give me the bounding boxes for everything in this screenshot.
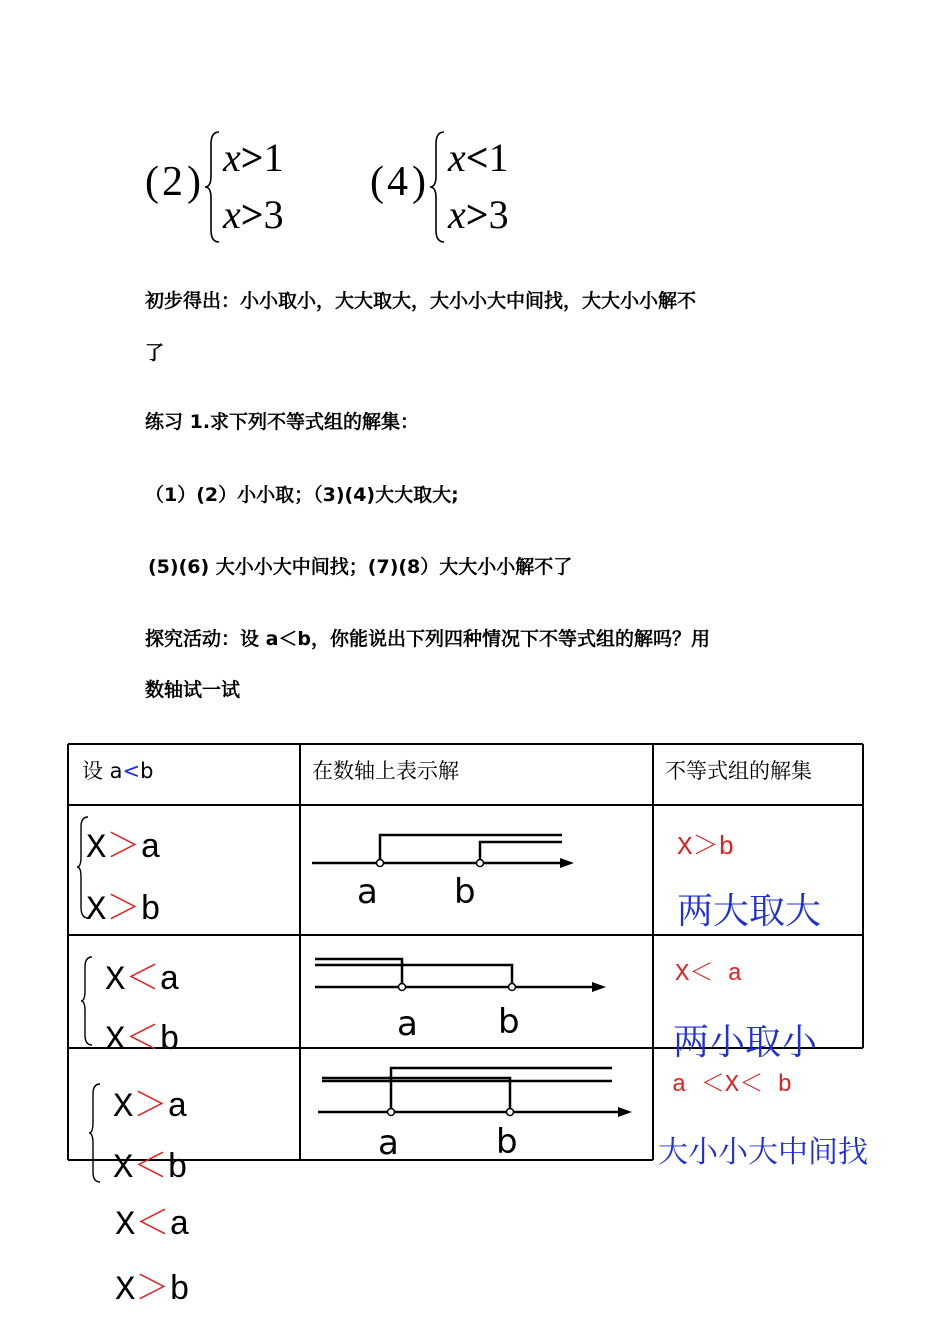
less-than-symbol: ＜: [133, 1150, 168, 1188]
operator: >: [240, 135, 264, 180]
value: b: [167, 1150, 188, 1188]
value: a: [140, 830, 161, 868]
value: a: [167, 1089, 188, 1127]
row2-axis-label-a: a: [397, 1004, 418, 1044]
less-than-symbol: ＜: [125, 962, 160, 1000]
example-number: 4: [387, 159, 408, 205]
explore-line-1: 探究活动：设 a＜b，你能说出下列四种情况下不等式组的解吗？用: [145, 628, 711, 650]
paren-open: (: [145, 159, 159, 205]
less-than-symbol: <: [122, 759, 141, 783]
variable: x: [448, 135, 466, 180]
row3-inequality-1: [113, 1077, 188, 1127]
header-condition: [82, 755, 154, 785]
exercise-title: 练习 1.求下列不等式组的解集：: [145, 411, 420, 433]
operator: >: [465, 192, 489, 237]
value: b: [159, 1022, 180, 1060]
variable: X: [86, 830, 107, 868]
row3-axis-label-a: a: [378, 1123, 399, 1163]
row1-axis-label-b: b: [454, 872, 476, 912]
header-text: b: [140, 759, 154, 783]
value: a: [159, 962, 180, 1000]
value: b: [169, 1272, 190, 1310]
variable: X: [105, 962, 126, 1000]
answer-line-1: （1）(2）小小取；（3)(4)大大取大;: [145, 484, 459, 506]
header-solution-set: 不等式组的解集: [665, 759, 812, 783]
row3-number-line: [300, 1048, 653, 1160]
conclusion-line-1: 初步得出：小小取小，大大取大，大小小大中间找，大大小小解不: [145, 290, 697, 312]
value: 1: [263, 135, 284, 180]
answer-line-2: (5)(6) 大小小大中间找；(7)(8）大大小小解不了: [148, 556, 573, 578]
variable: x: [448, 192, 466, 237]
value: 3: [263, 192, 284, 237]
variable: x: [223, 135, 241, 180]
less-than-symbol: ＜: [135, 1207, 170, 1245]
overflow-inequality-2: [115, 1260, 190, 1310]
greater-than-symbol: ＞: [106, 892, 141, 930]
row2-number-line: [300, 935, 653, 1048]
operator: <: [465, 135, 489, 180]
variable: X: [105, 1022, 126, 1060]
greater-than-symbol: ＞: [133, 1089, 168, 1127]
greater-than-symbol: ＞: [106, 830, 141, 868]
explore-line-2: 数轴试一试: [145, 679, 241, 701]
paren-open: (: [370, 159, 384, 205]
row1-number-line: [300, 805, 653, 935]
variable: X: [115, 1207, 136, 1245]
value: 3: [488, 192, 509, 237]
row2-inequality-1: [105, 950, 180, 1000]
value: b: [140, 892, 161, 930]
variable: x: [223, 192, 241, 237]
operator: >: [240, 192, 264, 237]
overflow-inequality-1: [115, 1195, 190, 1245]
row2-solution: X＜ a: [675, 961, 743, 988]
row3-inequality-2: [113, 1138, 188, 1188]
header-number-line: 在数轴上表示解: [312, 759, 459, 783]
row1-axis-label-a: a: [357, 872, 378, 912]
row3-rule: 大小小大中间找: [658, 1135, 868, 1170]
variable: X: [113, 1150, 134, 1188]
variable: X: [115, 1272, 136, 1310]
conclusion-line-2: 了: [145, 342, 165, 364]
row1-inequality-1: [86, 818, 161, 868]
row3-solution: a ＜X＜ b: [672, 1072, 793, 1099]
header-text: 设 a: [82, 759, 123, 783]
row2-rule: 两小取小: [673, 1022, 818, 1063]
variable: X: [113, 1089, 134, 1127]
value: 1: [488, 135, 509, 180]
row2-axis-label-b: b: [498, 1002, 520, 1042]
paren-close: ): [187, 159, 201, 205]
brace-icon: [88, 1082, 102, 1184]
greater-than-symbol: ＞: [135, 1272, 170, 1310]
value: a: [169, 1207, 190, 1245]
row2-inequality-2: [105, 1010, 180, 1060]
example-number: 2: [162, 159, 183, 205]
variable: X: [86, 892, 107, 930]
row1-inequality-2: [86, 880, 161, 930]
less-than-symbol: ＜: [125, 1022, 160, 1060]
row1-solution: X＞b: [677, 832, 735, 862]
brace-icon: [80, 955, 94, 1047]
paren-close: ): [412, 159, 426, 205]
row3-axis-label-b: b: [496, 1122, 518, 1162]
row1-rule: 两大取大: [677, 891, 822, 932]
